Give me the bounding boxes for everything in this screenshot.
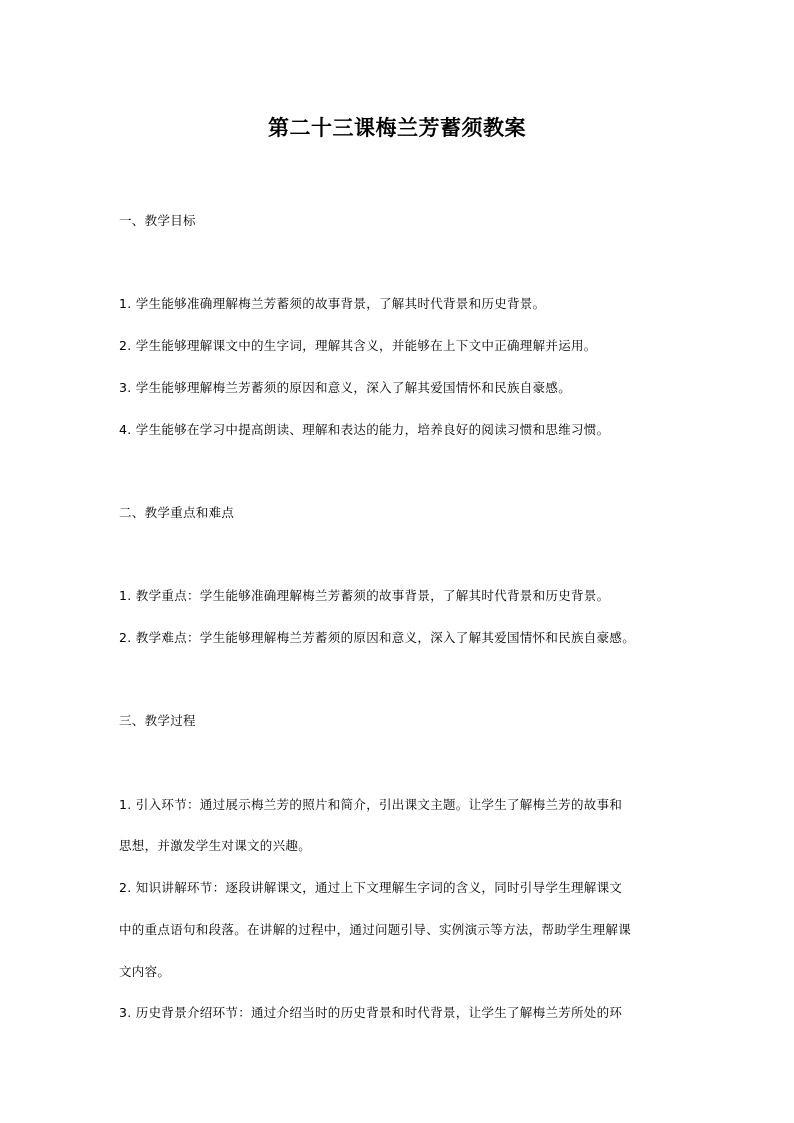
paragraph-line: 中的重点语句和段落。在讲解的过程中，通过问题引导、实例演示等方法，帮助学生理解课 <box>119 922 632 937</box>
list-item: 2. 教学难点：学生能够理解梅兰芳蓄须的原因和意义，深入了解其爱国情怀和民族自豪感。 <box>119 630 636 645</box>
list-item: 2. 学生能够理解课文中的生字词，理解其含义，并能够在上下文中正确理解并运用。 <box>119 338 597 353</box>
paragraph-line: 3. 历史背景介绍环节：通过介绍当时的历史背景和时代背景，让学生了解梅兰芳所处的环 <box>119 1005 623 1020</box>
list-item: 3. 学生能够理解梅兰芳蓄须的原因和意义，深入了解其爱国情怀和民族自豪感。 <box>119 380 572 395</box>
paragraph-line: 思想，并激发学生对课文的兴趣。 <box>119 838 312 853</box>
section-heading-process: 三、教学过程 <box>119 713 196 728</box>
list-item: 4. 学生能够在学习中提高朗读、理解和表达的能力，培养良好的阅读习惯和思维习惯。 <box>119 422 610 437</box>
section-heading-key-points: 二、教学重点和难点 <box>119 505 235 520</box>
list-item: 1. 学生能够准确理解梅兰芳蓄须的故事背景，了解其时代背景和历史背景。 <box>119 296 546 311</box>
list-item: 1. 教学重点：学生能够准确理解梅兰芳蓄须的故事背景，了解其时代背景和历史背景。 <box>119 588 610 603</box>
paragraph-line: 1. 引入环节：通过展示梅兰芳的照片和简介，引出课文主题。让学生了解梅兰芳的故事和 <box>119 797 623 812</box>
paragraph-line: 2. 知识讲解环节：逐段讲解课文，通过上下文理解生字词的含义，同时引导学生理解课文 <box>119 880 623 895</box>
section-heading-objectives: 一、教学目标 <box>119 213 196 228</box>
document-title: 第二十三课梅兰芳蓄须教案 <box>268 116 526 140</box>
paragraph-line: 文内容。 <box>119 964 171 979</box>
